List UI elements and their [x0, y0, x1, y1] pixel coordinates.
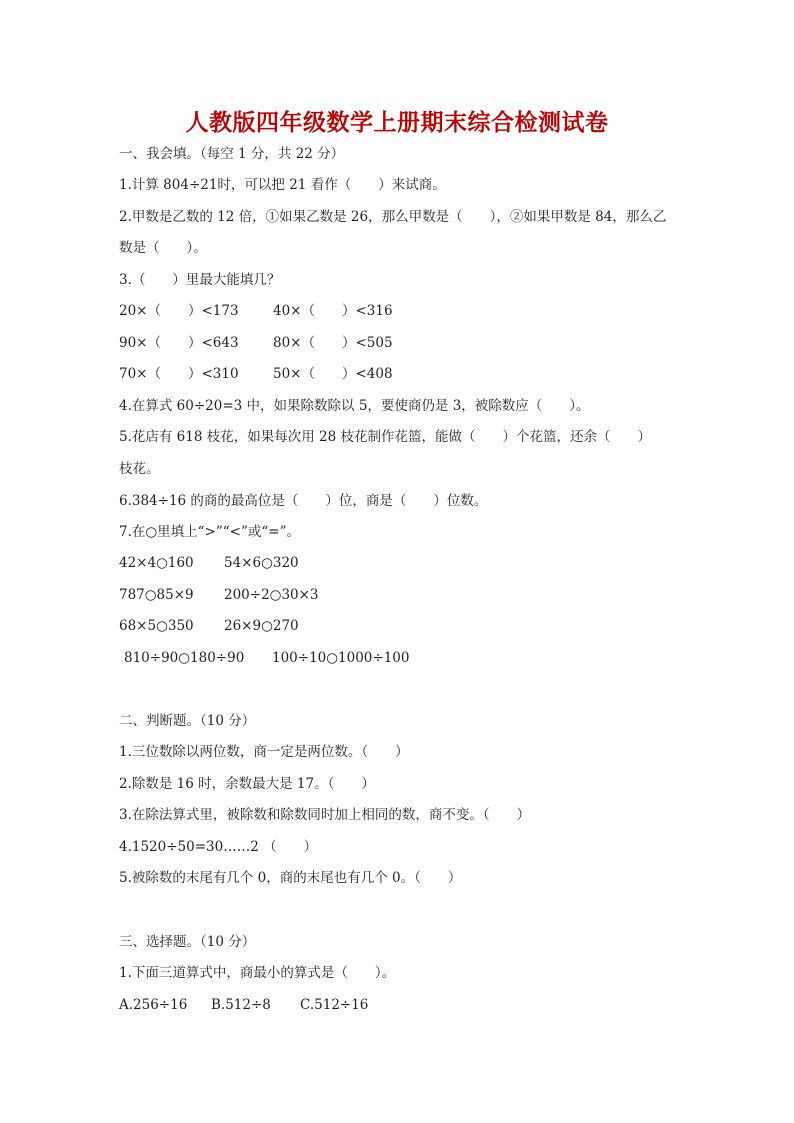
q7-right: 200÷2○30×3	[224, 587, 319, 603]
question-1-2-line2: 数是（ ）。	[119, 240, 207, 256]
q3-right: 80×（ ）<505	[273, 335, 393, 351]
q7-left: 810÷90○180÷90	[124, 650, 245, 666]
judge-item: 3.在除法算式里，被除数和除数同时加上相同的数，商不变。（ ）	[119, 807, 531, 823]
section3-heading: 三、选择题。（10 分）	[119, 934, 256, 950]
q3-left: 70×（ ）<310	[119, 366, 239, 382]
q7-left: 42×4○160	[119, 555, 194, 571]
q7-right: 100÷10○1000÷100	[272, 650, 410, 666]
judge-item: 2.除数是 16 时，余数最大是 17。（ ）	[119, 776, 375, 792]
q7-row	[119, 586, 319, 604]
q7-row	[124, 649, 410, 667]
section2-heading: 二、判断题。（10 分）	[119, 713, 256, 729]
q7-left: 787○85×9	[119, 587, 194, 603]
question-1-7: 7.在○里填上“>”“<”或“=”。	[119, 524, 301, 540]
q3-row	[119, 365, 393, 383]
q3-right: 50×（ ）<408	[273, 366, 393, 382]
choice-question-1: 1.下面三道算式中，商最小的算式是（ ）。	[119, 965, 396, 981]
judge-item: 1.三位数除以两位数，商一定是两位数。（ ）	[119, 744, 409, 760]
question-1-5-line1: 5.花店有 618 枝花，如果每次用 28 枝花制作花篮，能做（ ）个花篮，还余（ ）	[119, 429, 651, 445]
q3-left: 20×（ ）<173	[119, 303, 239, 319]
question-1-6: 6.384÷16 的商的最高位是（ ）位，商是（ ）位数。	[119, 493, 488, 509]
question-1-2-line1: 2.甲数是乙数的 12 倍，①如果乙数是 26，那么甲数是（ ），②如果甲数是 84，那么乙	[119, 209, 667, 225]
q3-left: 90×（ ）<643	[119, 335, 239, 351]
page-title: 人教版四年级数学上册期末综合检测试卷	[185, 109, 609, 136]
q7-row	[119, 554, 299, 572]
question-1-3: 3.（ ）里最大能填几？	[119, 272, 281, 288]
choice-options	[119, 996, 369, 1014]
option-a: A.256÷16	[119, 997, 188, 1013]
option-c: C.512÷16	[300, 997, 369, 1013]
question-1-5-line2: 枝花。	[119, 461, 160, 477]
section1-heading: 一、我会填。（每空 1 分，共 22 分）	[119, 146, 345, 162]
judge-item: 4.1520÷50=30……2 （ ）	[119, 839, 318, 855]
judge-item: 5.被除数的末尾有几个 0，商的末尾也有几个 0。（ ）	[119, 870, 462, 886]
q3-row	[119, 334, 393, 352]
q3-right: 40×（ ）<316	[273, 303, 393, 319]
question-1-4: 4.在算式 60÷20=3 中，如果除数除以 5，要使商仍是 3，被除数应（ ）。	[119, 398, 590, 414]
option-b: B.512÷8	[211, 997, 271, 1013]
question-1-1: 1.计算 804÷21时，可以把 21 看作（ ）来试商。	[119, 177, 446, 193]
q3-row	[119, 302, 393, 320]
q7-row	[119, 617, 299, 635]
q7-left: 68×5○350	[119, 618, 194, 634]
q7-right: 54×6○320	[224, 555, 299, 571]
q7-right: 26×9○270	[224, 618, 299, 634]
